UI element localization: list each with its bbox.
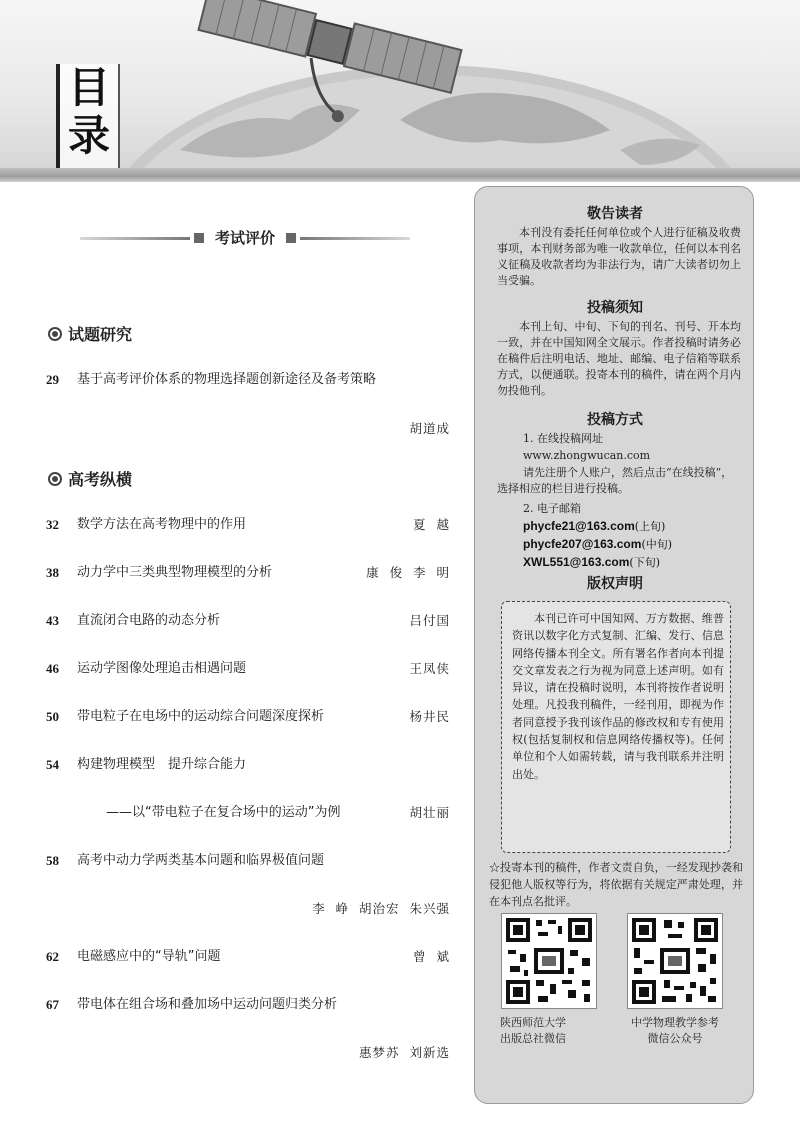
toc-entry[interactable] — [46, 514, 450, 536]
category-title: 高考纵横 — [68, 470, 133, 489]
title-char-1: 目 — [67, 63, 110, 112]
article-authors: 康 俊 李 明 — [366, 565, 450, 580]
email-tag: (上旬) — [634, 520, 666, 533]
article-authors: 吕付国 — [409, 613, 450, 628]
qr-caption-line: 微信公众号 — [647, 1032, 703, 1045]
copyright-text: 本刊已许可中国知网、万方数据、维普资讯以数字化方式复制、汇编、发行、信息网络传播本刊全文。所有署名作者向本刊提交文章发表之行为视为同意上述声明。如有异议，请在投稿时说明，本刊将按作者说明处理。凡投我刊稿件，一经刊用，即视为作者同意授予我刊该作品的修改权和专有使用权(包括复制权和信息网络传播权等)。任何单位和个人如需转载，请与我刊联系并注明出处。 — [512, 612, 724, 781]
article-title: 电磁感应中的“导轨”问题 — [77, 949, 221, 964]
section-square-right — [286, 233, 296, 243]
article-title: 带电体在组合场和叠加场中运动问题归类分析 — [77, 997, 338, 1012]
toc-entry-authors — [46, 1042, 450, 1064]
article-authors: 夏 越 — [413, 517, 450, 532]
email-tag: (下旬) — [629, 556, 661, 569]
email-line[interactable] — [523, 518, 665, 535]
plagiarism-warning: ☆投寄本刊的稿件，作者文责自负，一经发现抄袭和侵犯他人版权等行为，将依据有关规定严肃处理，并在本刊点名批评。 — [489, 861, 743, 908]
article-title: 基于高考评价体系的物理选择题创新途径及备考策略 — [77, 372, 377, 387]
qr-caption-line: 出版总社微信 — [500, 1032, 566, 1045]
article-title: 直流闭合电路的动态分析 — [77, 613, 221, 628]
online-submission-url[interactable]: www.zhongwucan.com — [523, 449, 651, 462]
toc-entry[interactable] — [46, 369, 450, 391]
qr-caption-journal — [610, 1015, 740, 1047]
article-title: 运动学图像处理追击相遇问题 — [77, 661, 247, 676]
article-authors: 李 峥 胡治宏 朱兴强 — [312, 901, 450, 916]
qr-caption-line: 中学物理教学参考 — [631, 1016, 719, 1029]
page-title — [56, 64, 120, 168]
qr-code-publisher[interactable] — [501, 913, 597, 1009]
article-authors: 曾 斌 — [413, 949, 450, 964]
notice-text: 本刊没有委托任何单位或个人进行征稿及收费事项，本刊财务部为唯一收款单位，任何以本刊名义征稿及收款者均为非法行为，请广大读者切勿上当受骗。 — [497, 226, 741, 287]
article-authors: 胡道成 — [409, 421, 450, 436]
copyright-box — [501, 601, 731, 853]
section-header — [80, 226, 410, 250]
info-sidebar — [474, 186, 754, 1104]
satellite-globe-illustration — [0, 0, 800, 182]
page-number: 32 — [46, 517, 59, 532]
article-title: 数学方法在高考物理中的作用 — [77, 517, 247, 532]
article-authors: 惠梦苏 刘新选 — [359, 1045, 450, 1060]
section-title: 考试评价 — [214, 229, 275, 247]
toc-entry[interactable] — [46, 994, 450, 1016]
article-authors: 王凤侠 — [409, 661, 450, 676]
section-square-left — [194, 233, 204, 243]
toc-entry[interactable] — [46, 610, 450, 632]
section-rule-right — [300, 237, 410, 240]
qr-caption-publisher — [468, 1015, 598, 1047]
article-subtitle: ——以“带电粒子在复合场中的运动”为例 — [106, 805, 341, 820]
qr-code-icon — [502, 914, 596, 1008]
category-heading — [48, 467, 132, 490]
page-number: 62 — [46, 949, 59, 964]
page-number: 43 — [46, 613, 59, 628]
article-title: 构建物理模型 提升综合能力 — [77, 757, 247, 772]
toc-entry-authors — [46, 898, 450, 920]
article-title: 动力学中三类典型物理模型的分析 — [77, 565, 273, 580]
email-tag: (中旬) — [641, 538, 673, 551]
page-number: 67 — [46, 997, 59, 1012]
qr-code-icon — [628, 914, 722, 1008]
copyright-heading: 版权声明 — [587, 576, 643, 592]
page-number: 50 — [46, 709, 59, 724]
title-char-2: 录 — [67, 111, 110, 160]
page-number: 38 — [46, 565, 59, 580]
bullet-circle-icon — [48, 327, 62, 341]
toc-entry[interactable] — [46, 850, 450, 872]
toc-entry[interactable] — [46, 754, 450, 776]
email-address[interactable]: phycfe21@163.com — [523, 519, 635, 533]
qr-code-journal[interactable] — [627, 913, 723, 1009]
toc-entry[interactable] — [46, 946, 450, 968]
article-authors: 杨井民 — [409, 709, 450, 724]
page-number: 46 — [46, 661, 59, 676]
submission-guide-heading: 投稿须知 — [587, 300, 643, 316]
online-submission-label: 1. 在线投稿网址 — [523, 432, 603, 445]
page-number: 29 — [46, 372, 59, 387]
banner-strip — [0, 168, 800, 182]
toc-entry-subtitle — [46, 802, 450, 824]
category-title: 试题研究 — [68, 325, 133, 344]
toc-entry[interactable] — [46, 562, 450, 584]
email-address[interactable]: XWL551@163.com — [523, 555, 630, 569]
online-submission-note: 请先注册个人账户，然后点击“在线投稿”，选择相应的栏目进行投稿。 — [497, 466, 733, 495]
page-number: 54 — [46, 757, 59, 772]
article-title: 带电粒子在电场中的运动综合问题深度探析 — [77, 709, 325, 724]
email-line[interactable] — [523, 536, 672, 553]
section-rule-left — [80, 237, 190, 240]
submission-guide-text: 本刊上旬、中旬、下旬的刊名、刊号、开本均一致，并在中国知网全文展示。作者投稿时请务必在稿件后注明电话、地址、邮编、电子信箱等联系方式，以便通联。投寄本刊的稿件，请在两个月内勿投他刊。 — [497, 320, 741, 397]
article-title: 高考中动力学两类基本问题和临界极值问题 — [77, 853, 325, 868]
email-address[interactable]: phycfe207@163.com — [523, 537, 642, 551]
article-authors: 胡壮丽 — [409, 805, 450, 820]
notice-heading: 敬告读者 — [587, 206, 643, 222]
qr-caption-line: 陕西师范大学 — [500, 1016, 566, 1029]
email-label: 2. 电子邮箱 — [523, 502, 581, 515]
submission-method-heading: 投稿方式 — [587, 412, 643, 428]
toc-entry[interactable] — [46, 706, 450, 728]
email-line[interactable] — [523, 554, 660, 571]
toc-entry-authors — [46, 418, 450, 440]
toc-entry[interactable] — [46, 658, 450, 680]
header-banner — [0, 0, 800, 182]
category-heading — [48, 322, 132, 345]
bullet-circle-icon — [48, 472, 62, 486]
page-number: 58 — [46, 853, 59, 868]
